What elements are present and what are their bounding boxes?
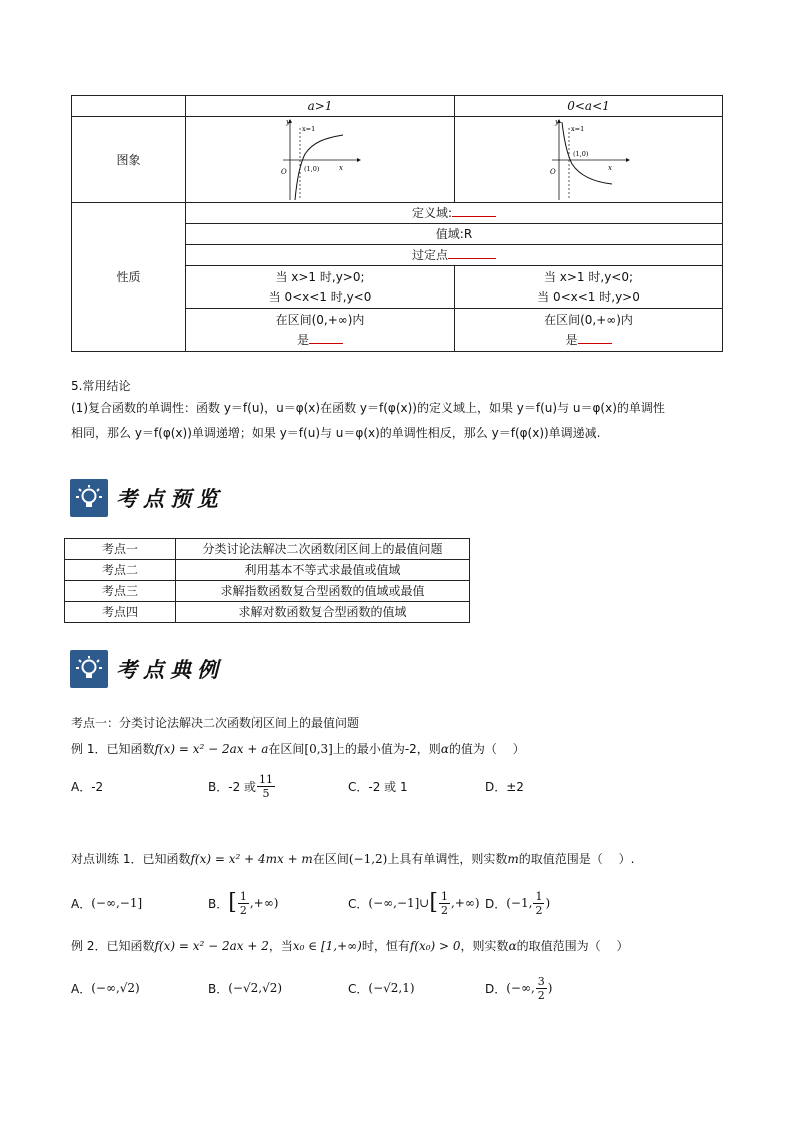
mono-right-line2: 是 xyxy=(565,333,578,347)
overview-row xyxy=(65,602,470,623)
ex2-option-b-label: B． xyxy=(208,981,229,996)
ex2-prefix: 例 2．已知函数 xyxy=(71,939,155,953)
ex2-option-b-value: (−√2,√2) xyxy=(228,981,283,995)
tr1-option-b-fraction xyxy=(238,890,249,917)
label-o: O xyxy=(281,167,287,176)
ex2-option-b[interactable] xyxy=(208,971,282,1005)
mono-right-line2-wrap xyxy=(455,330,722,350)
header-a-gt-1: a>1 xyxy=(186,96,455,117)
mono-right-blank xyxy=(578,331,612,344)
fraction-denominator: 2 xyxy=(440,903,448,917)
x-axis-arrow xyxy=(357,158,361,162)
fraction-denominator: 2 xyxy=(535,903,543,917)
ex2-option-a-label: A． xyxy=(71,981,92,996)
overview-value: 利用基本不等式求最值或值域 xyxy=(176,560,470,581)
overview-row xyxy=(65,581,470,602)
tr1-mid1: 在区间 xyxy=(312,852,349,866)
tr1-option-a[interactable] xyxy=(71,886,142,920)
ex1-var: α xyxy=(440,742,449,756)
ex1-func: f(x) = x² − 2ax + a xyxy=(154,742,269,756)
overview-key: 考点一 xyxy=(65,539,176,560)
fraction-denominator: 2 xyxy=(239,903,247,917)
bracket-left: [ xyxy=(228,890,237,915)
example2-options xyxy=(71,971,731,1005)
prop-range: 值域:R xyxy=(186,224,723,245)
overview-key: 考点二 xyxy=(65,560,176,581)
conclusion-heading: 5.常用结论 xyxy=(71,379,131,393)
tr1-option-d-label: D． xyxy=(485,896,507,911)
graph-cell-increasing xyxy=(186,117,455,203)
fraction-numerator: 1 xyxy=(440,889,448,903)
prop-sign-left xyxy=(186,266,455,309)
mono-left-blank xyxy=(309,331,343,344)
ex2-option-c[interactable] xyxy=(348,971,415,1005)
ex2-mid1: ，当 xyxy=(268,939,293,953)
label-point: (1,0) xyxy=(304,164,320,173)
tr1-option-c[interactable] xyxy=(348,886,480,920)
table-corner-cell xyxy=(72,96,186,117)
fraction-denominator: 2 xyxy=(537,988,545,1002)
label-x: x xyxy=(607,163,612,172)
tr1-interval: (−1,2) xyxy=(348,852,388,866)
topic1-heading: 考点一：分类讨论法解决二次函数闭区间上的最值问题 xyxy=(71,716,360,730)
overview-key: 考点三 xyxy=(65,581,176,602)
overview-row xyxy=(65,539,470,560)
bracket-left: [ xyxy=(429,890,438,915)
label-x1: x=1 xyxy=(302,124,316,133)
ex1-suffix: 的值为（ ） xyxy=(448,742,525,756)
ex2-option-d-pre: (−∞, xyxy=(506,981,535,995)
tr1-option-c-value: (−∞,−1]∪ xyxy=(368,896,430,910)
lightbulb-icon xyxy=(70,479,108,517)
tr1-option-d-fraction xyxy=(533,890,544,917)
graph-cell-decreasing xyxy=(455,117,723,203)
ex2-option-a[interactable] xyxy=(71,971,140,1005)
label-y: y xyxy=(554,117,559,126)
ex1-option-b[interactable] xyxy=(208,769,276,803)
ex2-var: α xyxy=(508,939,517,953)
mono-left-line1: 在区间(0,+∞)内 xyxy=(275,313,365,327)
ex2-option-d[interactable] xyxy=(485,971,552,1005)
ex2-mid2: 时，恒有 xyxy=(361,939,410,953)
lightbulb-icon xyxy=(70,650,108,688)
ex1-mid1: 在区间 xyxy=(268,742,305,756)
ex1-option-c[interactable]: C．-2 或 1 xyxy=(348,779,408,794)
example1-options xyxy=(71,769,731,803)
sign-left-line1: 当 x>1 时,y>0; xyxy=(275,270,365,284)
banner-examples-title: 考点典例 xyxy=(116,657,224,682)
x-axis-arrow xyxy=(626,158,630,162)
ex2-option-d-tail: ) xyxy=(547,981,553,995)
sign-right-line2: 当 0<x<1 时,y>0 xyxy=(537,290,640,304)
mono-right-line1: 在区间(0,+∞)内 xyxy=(544,313,633,327)
training1-question xyxy=(71,850,634,867)
tr1-option-c-fraction xyxy=(439,890,450,917)
banner-overview xyxy=(70,478,224,518)
ex2-option-d-fraction xyxy=(536,975,547,1002)
ex1-prefix: 例 1．已知函数 xyxy=(71,742,155,756)
tr1-func: f(x) = x² + 4mx + m xyxy=(190,852,313,866)
graph-increasing xyxy=(275,118,365,202)
fraction-numerator: 3 xyxy=(537,974,545,988)
label-x1: x=1 xyxy=(570,124,584,133)
ex2-mid3: ，则实数 xyxy=(460,939,509,953)
row-props-label: 性质 xyxy=(72,203,186,352)
tr1-option-d-pre: (−1, xyxy=(506,896,533,910)
tr1-option-b-label: B． xyxy=(208,896,229,911)
fraction-numerator: 1 xyxy=(535,889,543,903)
header-a-lt-1: 0<a<1 xyxy=(455,96,723,117)
tr1-option-b-tail: ,+∞) xyxy=(249,896,279,910)
log-properties-table xyxy=(71,95,723,352)
conclusion-line1: (1)复合函数的单调性：函数 y＝f(u)，u＝φ(x)在函数 y＝f(φ(x))的定义域上，如果 y＝f(u)与 u＝φ(x)的单调性 xyxy=(71,401,665,415)
prop-sign-right xyxy=(455,266,723,309)
example1-question xyxy=(71,740,525,757)
tr1-option-c-tail: ,+∞) xyxy=(450,896,480,910)
label-o: O xyxy=(549,167,556,176)
tr1-mid2: 上具有单调性，则实数 xyxy=(387,852,508,866)
ex1-option-b-fraction xyxy=(257,773,275,800)
tr1-option-d-tail: ) xyxy=(545,896,551,910)
sign-right-line1: 当 x>1 时,y<0; xyxy=(543,270,634,284)
banner-examples xyxy=(70,649,224,689)
tr1-option-c-label: C． xyxy=(348,896,369,911)
ex1-option-b-text: B．-2 或 xyxy=(208,779,257,794)
overview-row xyxy=(65,560,470,581)
domain-blank xyxy=(452,204,496,217)
banner-overview-title: 考点预览 xyxy=(116,486,224,511)
fixed-point-blank xyxy=(448,246,496,259)
tr1-option-b[interactable] xyxy=(208,886,278,920)
tr1-prefix: 对点训练 1．已知函数 xyxy=(71,852,191,866)
ex2-suffix: 的取值范围为（ ） xyxy=(516,939,629,953)
prop-fixed-point-text: 过定点 xyxy=(411,248,448,262)
label-x: x xyxy=(339,163,343,172)
mono-left-line2-wrap xyxy=(186,330,454,350)
fraction-denominator: 5 xyxy=(262,786,270,800)
overview-key: 考点四 xyxy=(65,602,176,623)
ex2-option-d-label: D． xyxy=(485,981,507,996)
ex1-option-a[interactable]: A．-2 xyxy=(71,779,104,794)
fraction-numerator: 1 xyxy=(239,889,247,903)
overview-value: 分类讨论法解决二次函数闭区间上的最值问题 xyxy=(176,539,470,560)
tr1-option-d[interactable] xyxy=(485,886,550,920)
prop-domain xyxy=(186,203,723,224)
conclusion-line2: 相同，那么 y＝f(φ(x))单调递增；如果 y＝f(u)与 u＝φ(x)的单调性相反，那么 y＝f(φ(x))单调递减. xyxy=(71,426,601,440)
overview-table xyxy=(64,538,470,623)
mono-left-line2: 是 xyxy=(296,333,309,347)
row-graph-label: 图象 xyxy=(72,117,186,203)
fraction-numerator: 11 xyxy=(259,772,274,786)
label-point: (1,0) xyxy=(572,149,588,158)
prop-domain-text: 定义域: xyxy=(411,206,453,220)
ex1-mid2: 上的最小值为-2，则 xyxy=(332,742,441,756)
graph-decreasing xyxy=(544,118,634,202)
training1-options xyxy=(71,886,731,920)
label-y: y xyxy=(286,117,290,126)
overview-value: 求解指数函数复合型函数的值域或最值 xyxy=(176,581,470,602)
prop-fixed-point xyxy=(186,245,723,266)
tr1-suffix: 的取值范围是（ ）. xyxy=(518,852,635,866)
ex2-option-a-value: (−∞,√2) xyxy=(91,981,140,995)
prop-mono-right xyxy=(455,309,723,352)
ex1-option-d[interactable]: D．±2 xyxy=(485,779,524,794)
example2-question xyxy=(71,937,629,954)
ex1-interval: [0,3] xyxy=(304,742,333,756)
ex2-option-c-label: C． xyxy=(348,981,369,996)
ex2-func: f(x) = x² − 2ax + 2 xyxy=(154,939,269,953)
overview-value: 求解对数函数复合型函数的值域 xyxy=(176,602,470,623)
ex2-cond: x₀ ∈ [1,+∞) xyxy=(292,939,362,953)
ex2-ineq: f(x₀) > 0 xyxy=(409,939,461,953)
ex2-option-c-value: (−√2,1) xyxy=(368,981,415,995)
tr1-option-a-value: (−∞,−1] xyxy=(91,896,143,910)
prop-mono-left xyxy=(186,309,455,352)
conclusion-block xyxy=(71,376,731,446)
tr1-var: m xyxy=(507,852,519,866)
tr1-option-a-label: A． xyxy=(71,896,92,911)
sign-left-line2: 当 0<x<1 时,y<0 xyxy=(268,290,372,304)
